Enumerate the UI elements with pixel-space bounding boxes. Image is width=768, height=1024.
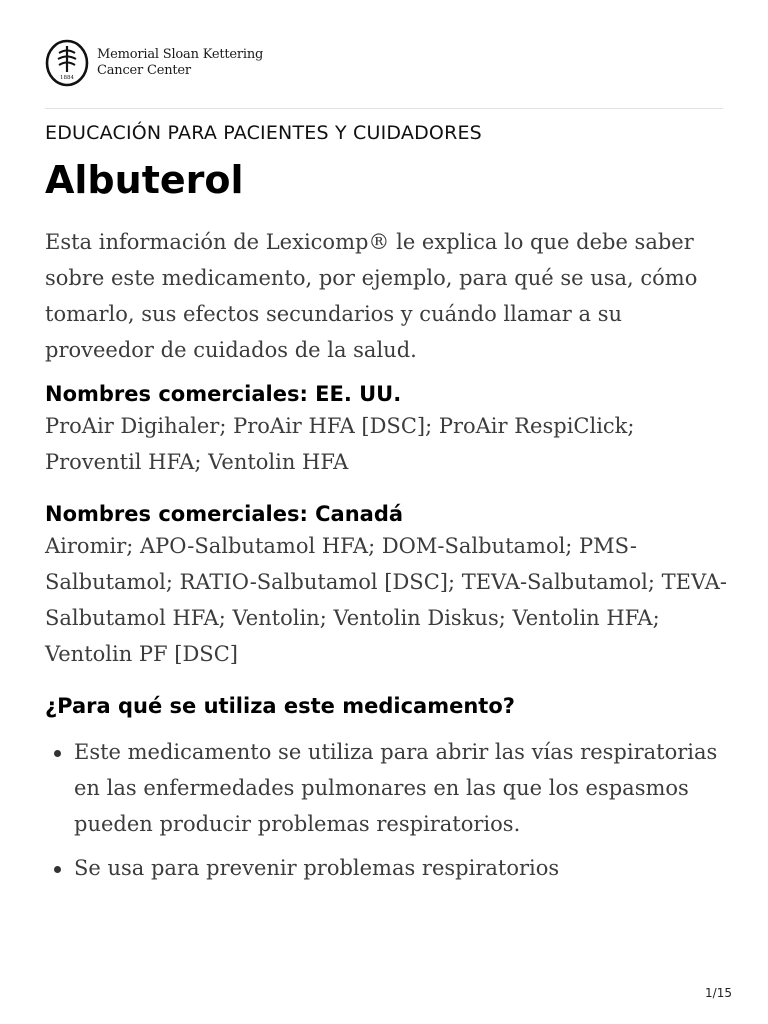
page-number: 1/15 [705,986,732,1000]
uses-heading: ¿Para qué se utiliza este medicamento? [45,694,515,718]
msk-logo-icon [45,39,89,87]
us-brands-heading: Nombres comerciales: EE. UU. [45,382,402,406]
list-item [45,734,735,842]
svg-text:1884: 1884 [60,75,74,81]
intro-paragraph: Esta información de Lexicomp® le explica lo que debe saber sobre este medicamento, por ejemplo, para qué se usa, cómo tomarlo, sus efectos secundarios y cuándo llamar a su proveedor de cuidados de la salud. [45,230,698,362]
list-item-text: Se usa para prevenir problemas respiratorios [74,856,560,880]
ca-brands-list: Airomir; APO-Salbutamol HFA; DOM-Salbutamol; PMS-Salbutamol; RATIO-Salbutamol [DSC]; TEVA-Salbutamol; TEVA-Salbutamol HFA; Ventolin; Ventolin Diskus; Ventolin HFA; Ventolin PF [DSC] [45,534,727,666]
logo-line-2: Cancer Center [97,63,191,78]
ca-brands-heading: Nombres comerciales: Canadá [45,502,404,526]
list-item [45,850,735,886]
page-title: Albuterol [45,158,244,202]
page-header [45,38,723,109]
logo-wordmark[interactable] [97,47,263,79]
list-item-text: Este medicamento se utiliza para abrir las vías respiratorias en las enfermedades pulmonares en las que los espasmos pueden producir problemas respiratorios. [74,740,718,836]
uses-list [45,734,735,886]
us-brands-list: ProAir Digihaler; ProAir HFA [DSC]; ProAir RespiClick; Proventil HFA; Ventolin HFA [45,414,635,474]
bullet-icon [54,866,61,873]
section-kicker: EDUCACIÓN PARA PACIENTES Y CUIDADORES [45,122,482,144]
logo-line-1: Memorial Sloan Kettering [97,47,264,62]
article-body [45,224,735,894]
bullet-icon [54,750,61,757]
